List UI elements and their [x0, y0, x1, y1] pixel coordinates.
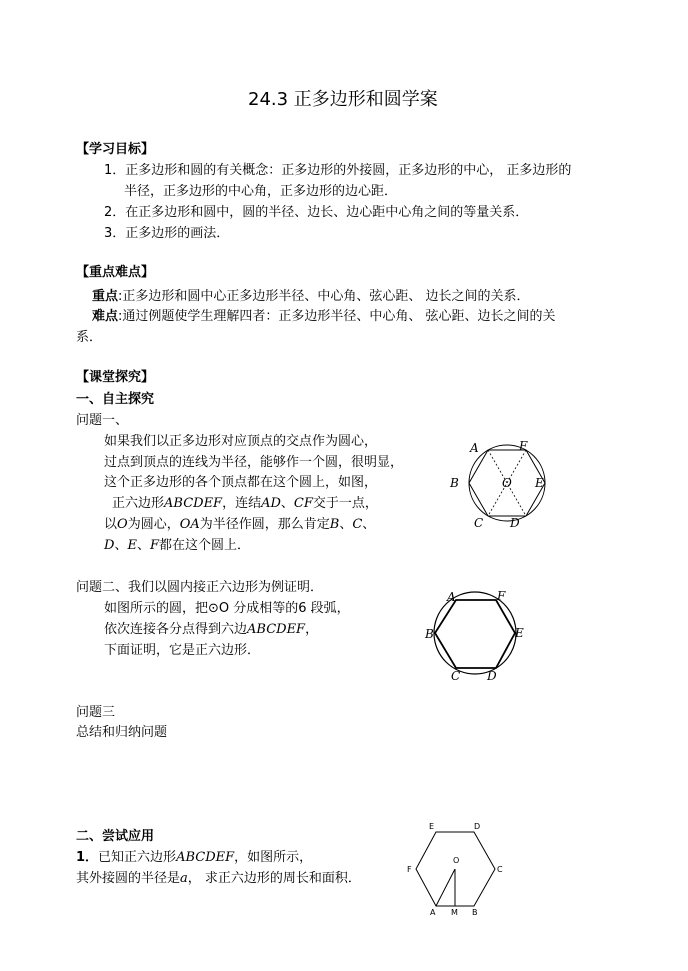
question-2-line-3: 下面证明，它是正六边形．	[104, 643, 261, 658]
question-1-line-3: 这个正多边形的各个顶点都在这个圆上，如图，	[104, 475, 378, 490]
goal-item-1-line-2: 半径，正多边形的中心角，正多边形的边心距．	[124, 184, 398, 199]
key-point-label: 重点	[92, 289, 119, 304]
fig2-label-c: C	[451, 669, 461, 683]
fig3-label-d: D	[474, 822, 481, 831]
fig3-label-f: F	[407, 865, 412, 874]
fig3-label-e: E	[429, 822, 435, 831]
fig2-label-a: A	[447, 590, 456, 604]
figure-inscribed-hexagon	[420, 586, 538, 686]
key-point-line	[92, 287, 530, 307]
goal-item-1-line-1: 1．正多边形和圆的有关概念：正多边形的外接圆，正多边形的中心， 正多边形的	[104, 163, 572, 178]
question-2-line-0: 问题二、我们以圆内接正六边形为例证明．	[76, 580, 324, 595]
fig3-label-m: M	[451, 908, 458, 917]
key-point-text: :正多边形和圆中心正多边形半径、中心角、弦心距、 边长之间的关系．	[118, 289, 530, 304]
keypoints-heading: 【重点难点】	[76, 265, 155, 280]
question-3-text: 总结和归纳问题	[76, 725, 168, 740]
explore-heading: 【课堂探究】	[76, 370, 155, 385]
goal-item-2: 2．在正多边形和圆中，圆的半径、边长、边心距中心角之间的等量关系．	[104, 205, 529, 220]
fig3-label-o: O	[453, 856, 460, 865]
question-1-line-4: 正六边形ABCDEF，连结AD、CF交于一点，	[112, 496, 378, 511]
question-2-line-2: 依次连接各分点得到六边ABCDEF，	[104, 622, 319, 637]
question-1-line-1: 如果我们以正多边形对应顶点的交点作为圆心，	[104, 434, 378, 449]
fig3-label-b: B	[472, 908, 478, 917]
difficulty-line-2: 系．	[76, 330, 103, 345]
section-try-apply: 二、尝试应用	[76, 829, 155, 844]
question-1-line-6: D、E、F都在这个圆上．	[104, 538, 251, 553]
difficulty-text: :通过例题使学生理解四者：正多边形半径、中心角、 弦心距、边长之间的关	[118, 309, 556, 324]
fig1-label-c: C	[474, 516, 484, 530]
fig2-label-b: B	[425, 627, 434, 641]
difficulty-line-1	[92, 307, 556, 327]
fig1-label-f: F	[519, 439, 528, 453]
fig1-label-d: D	[510, 516, 520, 530]
fig2-label-f: F	[497, 589, 506, 603]
fig3-label-a: A	[430, 908, 436, 917]
apply-problem-line-1: 1．已知正六边形ABCDEF，如图所示，	[76, 850, 313, 865]
section-self-explore: 一、自主探究	[76, 392, 155, 407]
question-3-label: 问题三	[76, 705, 116, 720]
goal-item-3: 3．正多边形的画法．	[104, 226, 230, 241]
question-1-label: 问题一、	[76, 413, 129, 428]
goals-heading: 【学习目标】	[76, 142, 155, 157]
fig2-label-d: D	[487, 669, 497, 683]
page-title: 24.3 正多边形和圆学案	[248, 89, 438, 110]
question-2-line-1: 如图所示的圆，把⊙O 分成相等的6 段弧，	[104, 601, 350, 616]
apply-problem-line-2: 其外接圆的半径是a， 求正六边形的周长和面积．	[76, 871, 361, 886]
fig2-label-e: E	[515, 626, 524, 640]
fig1-label-a: A	[470, 441, 479, 455]
question-1-line-5: 以O为圆心，OA为半径作圆，那么肯定B、C、	[104, 517, 376, 532]
difficulty-label: 难点	[92, 309, 119, 324]
fig1-label-b: B	[450, 476, 459, 490]
figure-hexagon-diagonals	[444, 436, 554, 536]
fig3-label-c: C	[497, 865, 503, 874]
figure-hexagon-radius	[402, 818, 514, 918]
question-1-line-2: 过点到顶点的连线为半径，能够作一个圆，很明显，	[104, 455, 404, 470]
fig1-label-o: O	[502, 476, 512, 490]
fig1-label-e: E	[535, 476, 544, 490]
